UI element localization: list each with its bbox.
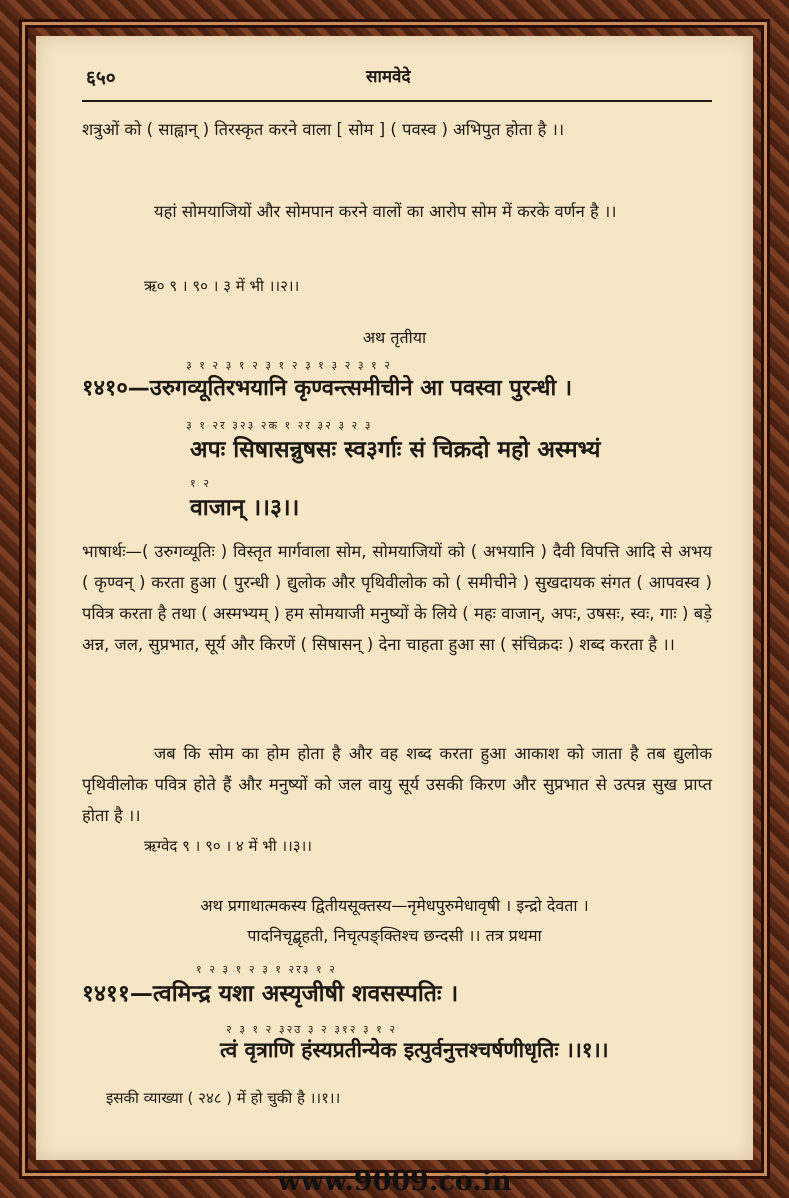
website-footer: www.9009.co.in	[277, 1166, 512, 1197]
suktam-intro-line-2: पादनिचृद्बृहती, निचृत्पङ्क्तिश्च छन्दसी ।। तत्र प्रथमा	[247, 926, 542, 945]
mantra-heading: अथ तृतीया	[362, 328, 427, 347]
svara-marks: १ २	[190, 477, 211, 490]
svara-marks: ३ १ २ ३ १ २ ३ १ २ ३ १ ३ २ ३ १ २	[186, 359, 392, 372]
svara-marks: २ ३ १ २ ३२उ ३ २ ३१२ ३ १ २	[226, 1023, 398, 1036]
suktam-intro-line-1: अथ प्रगाथात्मकस्य द्वितीयसूक्तस्य—नृमेधपुरुमेधावृषी । इन्द्रो देवता ।	[200, 896, 589, 915]
verse-1410-line-3: वाजान् ।।३।।	[190, 495, 300, 521]
verse-1410-line-1: १४१०—उरुगव्यूतिरभयानि कृण्वन्त्समीचीने आ पवस्वा पुरन्धी ।	[82, 376, 573, 401]
header-rule	[82, 100, 712, 102]
scripture-page	[36, 36, 753, 1160]
reference-rigveda: ऋ० ९ । ९० । ३ में भी ।।२।।	[144, 277, 300, 295]
reference-explanation: इसकी व्याख्या ( २४८ ) में हो चुकी है ।।१।।	[106, 1089, 341, 1107]
paragraph-commentary: यहां सोमयाजियों और सोमपान करने वालों का आरोप सोम में करके वर्णन है ।।	[154, 202, 617, 221]
verse-1411-line-1: १४११—त्वमिन्द्र यशा अस्यृजीषी शवसस्पतिः ।	[82, 981, 459, 1007]
svara-marks: ३ १ २र ३२३ २क १ २र ३२ ३ २ ३	[186, 419, 373, 432]
page-number: ६५०	[86, 67, 116, 89]
verse-1410-line-2: अपः सिषासन्नुषसः स्व३र्गाः सं चिक्रदो महो अस्मभ्यं	[190, 437, 601, 463]
svara-marks: १ २ ३ १ २ ३ १ २र३ १ २	[196, 963, 337, 976]
page-header	[86, 64, 706, 92]
running-title: सामवेदे	[366, 67, 411, 87]
paragraph-translation-end: शत्रुओं को ( साह्वान् ) तिरस्कृत करने वाला [ सोम ] ( पवस्व ) अभिपुत होता है ।।	[82, 120, 565, 139]
bhasharth-paragraph: भाषार्थः—( उरुगव्यूतिः ) विस्तृत मार्गवाला सोम, सोमयाजियों को ( अभयानि ) दैवी विपत्ति आदि से अभय ( कृण्वन् ) करता हुआ ( पुरन्धी ) द्युलोक और पृथिवीलोक को ( समीचीने ) सुखदायक संगत ( आपवस्व ) पवित्र करता है तथा ( अस्मभ्यम् ) हम सोमयाजी मनुष्यों के लिये ( महः वाजान्, अपः, उषसः, स्वः, गाः ) बड़े अन्न, जल, सुप्रभात, सूर्य और किरणें ( सिषासन् ) देना चाहता हुआ सा ( संचिक्रदः ) शब्द करता है ।।	[82, 542, 712, 654]
paragraph-explanation: जब कि सोम का होम होता है और वह शब्द करता हुआ आकाश को जाता है तब द्युलोक पृथिवीलोक पवित्र होते हैं और मनुष्यों को जल वायु सूर्य उसकी किरण और सुप्रभात से उत्पन्न सुख प्राप्त होता है ।।	[82, 744, 712, 825]
reference-rigveda: ऋग्वेद ९ । ९० । ४ में भी ।।३।।	[144, 837, 312, 855]
verse-1411-line-2: त्वं वृत्राणि हंस्यप्रतीन्येक इत्पुर्वनुत्तश्चर्षणीधृतिः ।।१।।	[220, 1038, 609, 1062]
